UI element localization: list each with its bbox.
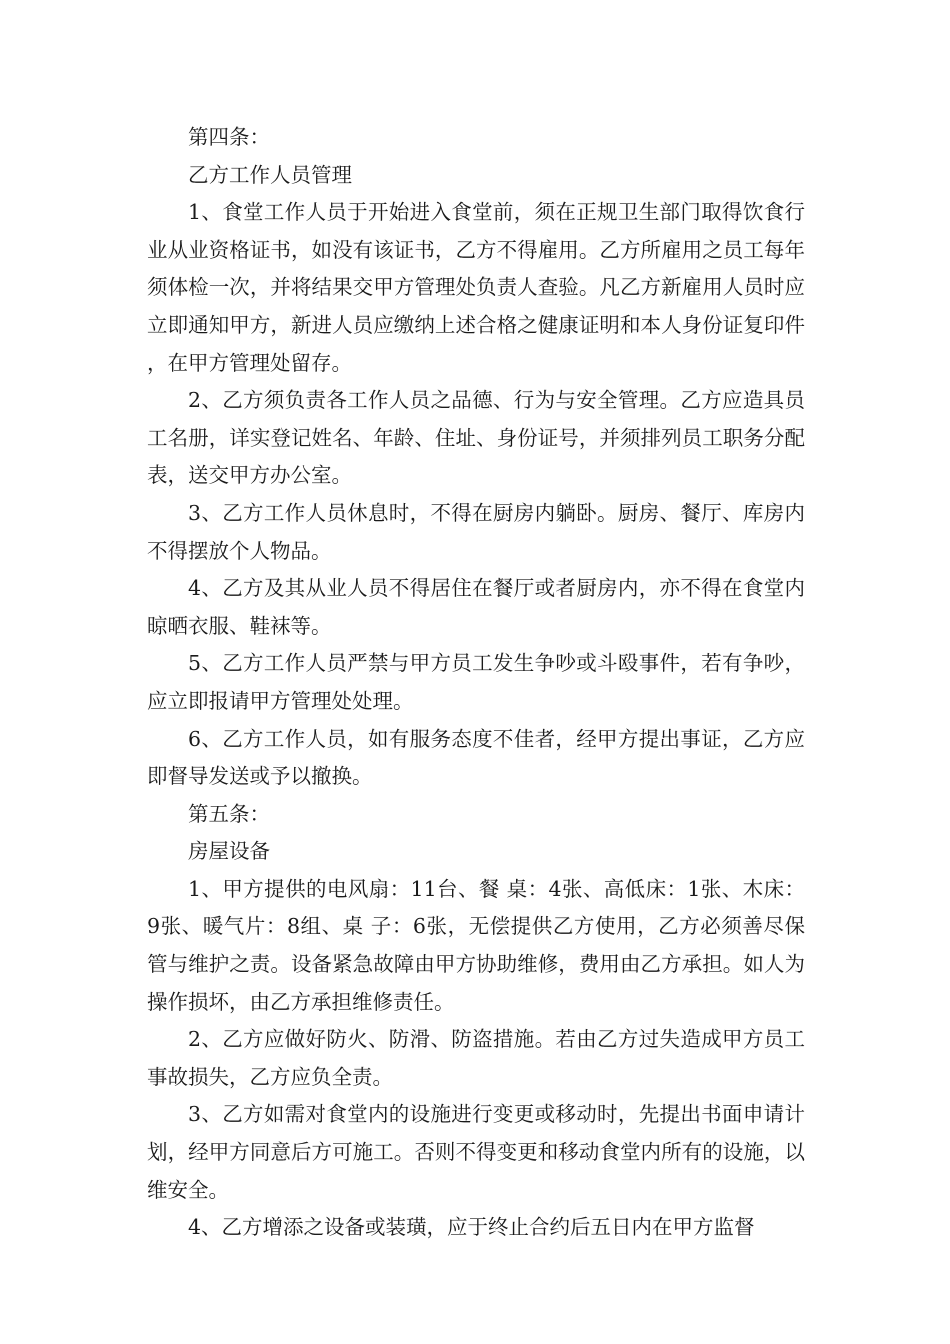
article-5-clause-4: 4、乙方增添之设备或装璜，应于终止合约后五日内在甲方监督 (188, 1215, 755, 1240)
article-4-clause-3: 3、乙方工作人员休息时，不得在厨房内躺卧。厨房、餐厅、库房内不得摆放个人物品。 (147, 500, 805, 563)
article-4-title: 第四条： (188, 125, 270, 149)
article-4-subtitle: 乙方工作人员管理 (188, 162, 352, 187)
article-4-clause-4: 4、乙方及其从业人员不得居住在餐厅或者厨房内，亦不得在食堂内晾晒衣服、鞋袜等。 (147, 576, 805, 638)
article-4-clause-6: 6、乙方工作人员，如有服务态度不佳者，经甲方提出事证，乙方应即督导发送或予以撤换。 (147, 726, 805, 789)
article-4-clause-2: 2、乙方须负责各工作人员之品德、行为与安全管理。乙方应造具员工名册，详实登记姓名、年龄、住址、身份证号，并须排列员工职务分配表，送交甲方办公室。 (147, 388, 805, 488)
article-5 (147, 796, 805, 1247)
article-5-subtitle: 房屋设备 (188, 839, 270, 864)
article-4 (147, 119, 805, 796)
article-5-title: 第五条： (188, 801, 270, 826)
article-5-clause-3: 3、乙方如需对食堂内的设施进行变更或移动时，先提出书面申请计划，经甲方同意后方可施工。否则不得变更和移动食堂内所有的设施，以维安全。 (147, 1102, 805, 1202)
document-page (147, 119, 805, 1247)
article-5-clause-1: 1、甲方提供的电风扇：11台、餐 桌：4张、高低床：1张、木床：9张、暖气片：8组、桌 子：6张，无偿提供乙方使用，乙方必须善尽保管与维护之责。设备紧急故障由甲方协助维修，费用由乙方承担。如人为操作损坏，由乙方承担维修责任。 (147, 876, 805, 1014)
article-4-clause-5: 5、乙方工作人员严禁与甲方员工发生争吵或斗殴事件，若有争吵，应立即报请甲方管理处处理。 (147, 651, 805, 713)
article-4-clause-1: 1、食堂工作人员于开始进入食堂前，须在正规卫生部门取得饮食行业从业资格证书，如没有该证书，乙方不得雇用。乙方所雇用之员工每年须体检一次，并将结果交甲方管理处负责人查验。凡乙方新雇用人员时应立即通知甲方，新进人员应缴纳上述合格之健康证明和本人身份证复印件，在甲方管理处留存。 (147, 200, 805, 375)
article-5-clause-2: 2、乙方应做好防火、防滑、防盗措施。若由乙方过失造成甲方员工事故损失，乙方应负全责。 (147, 1027, 805, 1089)
